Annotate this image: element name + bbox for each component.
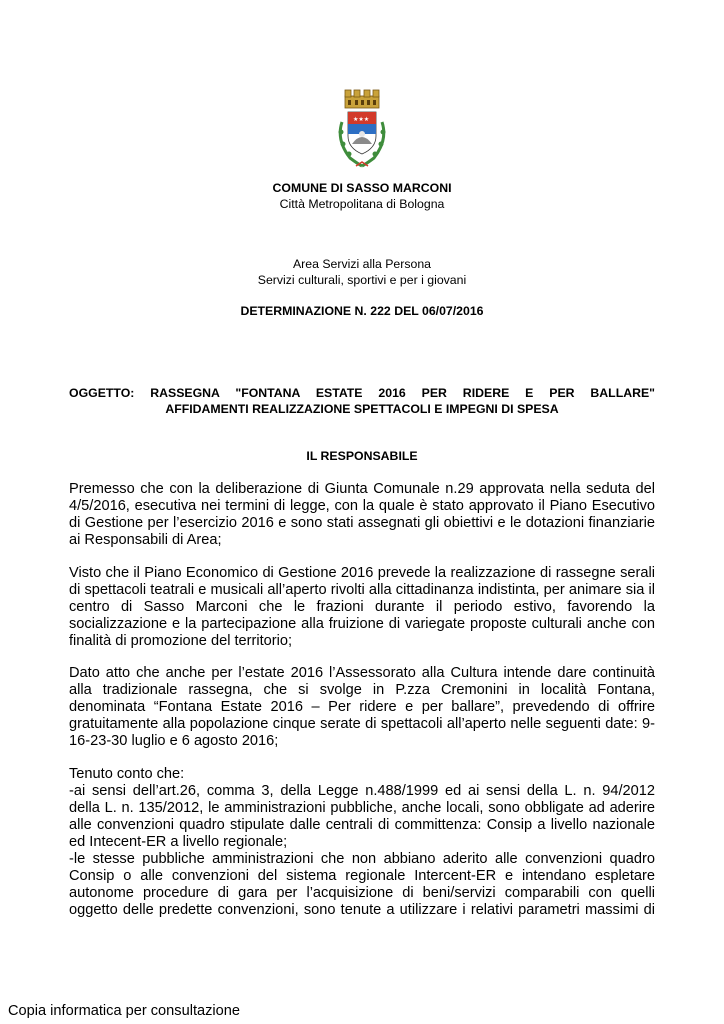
svg-text:★★★: ★★★ bbox=[353, 116, 370, 123]
paragraph-line: -le stesse pubbliche amministrazioni che non abbiano aderito alle convenzioni quadro bbox=[69, 851, 655, 867]
coat-of-arms-icon bbox=[328, 88, 396, 174]
paragraph-line: Dato atto che anche per l’estate 2016 l’Assessorato alla Cultura intende dare continuità bbox=[69, 665, 655, 681]
paragraph-premesso bbox=[69, 481, 655, 549]
paragraph-line: 16-23-30 luglio e 6 agosto 2016; bbox=[69, 733, 279, 749]
servizi-label: Servizi culturali, sportivi e per i giovani bbox=[257, 273, 467, 287]
oggetto-block bbox=[69, 385, 655, 417]
paragraph-line: centro di Sasso Marconi che le frazioni durante il periodo estivo, favorendo la bbox=[69, 599, 655, 615]
paragraph-line: Tenuto conto che: bbox=[69, 766, 185, 782]
paragraph-visto bbox=[69, 565, 655, 650]
paragraph-tenuto-conto bbox=[69, 766, 655, 919]
paragraph-line: gratuitamente alla popolazione cinque serate di spettacoli all’aperto nelle seguenti date: 9- bbox=[69, 716, 655, 732]
oggetto-line-2: AFFIDAMENTI REALIZZAZIONE SPETTACOLI E IMPEGNI DI SPESA bbox=[165, 402, 559, 416]
paragraph-line: della L. n. 135/2012, le amministrazioni pubbliche, anche locali, sono obbligate ad aderire bbox=[69, 800, 655, 816]
paragraph-line: finalità di promozione del territorio; bbox=[69, 633, 293, 649]
paragraph-line: alla tradizionale rassegna, che si svolge in P.zza Cremonini in località Fontana, bbox=[69, 682, 655, 698]
paragraph-line: ed Intecent-ER a livello regionale; bbox=[69, 834, 288, 850]
oggetto-line-1: OGGETTO: RASSEGNA "FONTANA ESTATE 2016 PER RIDERE E PER BALLARE" bbox=[69, 386, 655, 400]
paragraph-line: oggetto delle predette convenzioni, sono tenute a utilizzare i relativi parametri massimi di bbox=[69, 902, 655, 918]
determinazione-title: DETERMINAZIONE N. 222 DEL 06/07/2016 bbox=[240, 304, 484, 318]
paragraph-line: di Gestione per l’esercizio 2016 e sono stati assegnati gli obiettivi e le dotazioni finanziarie bbox=[69, 515, 655, 531]
paragraph-line: 4/5/2016, esecutiva nei termini di legge, con la quale è stato approvato il Piano Esecutivo bbox=[69, 498, 655, 514]
paragraph-line: -ai sensi dell’art.26, comma 3, della Legge n.488/1999 ed ai sensi della L. n. 94/2012 bbox=[69, 783, 655, 799]
paragraph-line: alle convenzioni quadro stipulate dalle centrali di committenza: Consip a livello nazionale bbox=[69, 817, 655, 833]
citta-subtitle: Città Metropolitana di Bologna bbox=[279, 197, 445, 211]
paragraph-line: socializzazione e la partecipazione alla fruizione di variegate proposte culturali anche con bbox=[69, 616, 655, 632]
paragraph-line: autonome procedure di gara per l’acquisizione di beni/servizi comparabili con quelli bbox=[69, 885, 655, 901]
paragraph-line: denominata “Fontana Estate 2016 – Per ridere e per ballare”, prevedendo di offrire bbox=[69, 699, 655, 715]
footer-watermark: Copia informatica per consultazione bbox=[8, 1003, 241, 1019]
paragraph-line: Consip o alle convenzioni del sistema regionale Intercent-ER e intendano espletare bbox=[69, 868, 655, 884]
paragraph-dato-atto bbox=[69, 665, 655, 750]
paragraph-line: di spettacoli teatrali e musicali all’aperto rivolti alla cittadinanza indistinta, per animare sia il bbox=[69, 582, 655, 598]
comune-title: COMUNE DI SASSO MARCONI bbox=[272, 181, 452, 195]
area-label: Area Servizi alla Persona bbox=[292, 257, 432, 271]
paragraph-line: Premesso che con la deliberazione di Giunta Comunale n.29 approvata nella seduta del bbox=[69, 481, 655, 497]
paragraph-line: ai Responsabili di Area; bbox=[69, 532, 222, 548]
responsabile-heading: IL RESPONSABILE bbox=[306, 449, 418, 463]
paragraph-line: Visto che il Piano Economico di Gestione 2016 prevede la realizzazione di rassegne serali bbox=[69, 565, 655, 581]
